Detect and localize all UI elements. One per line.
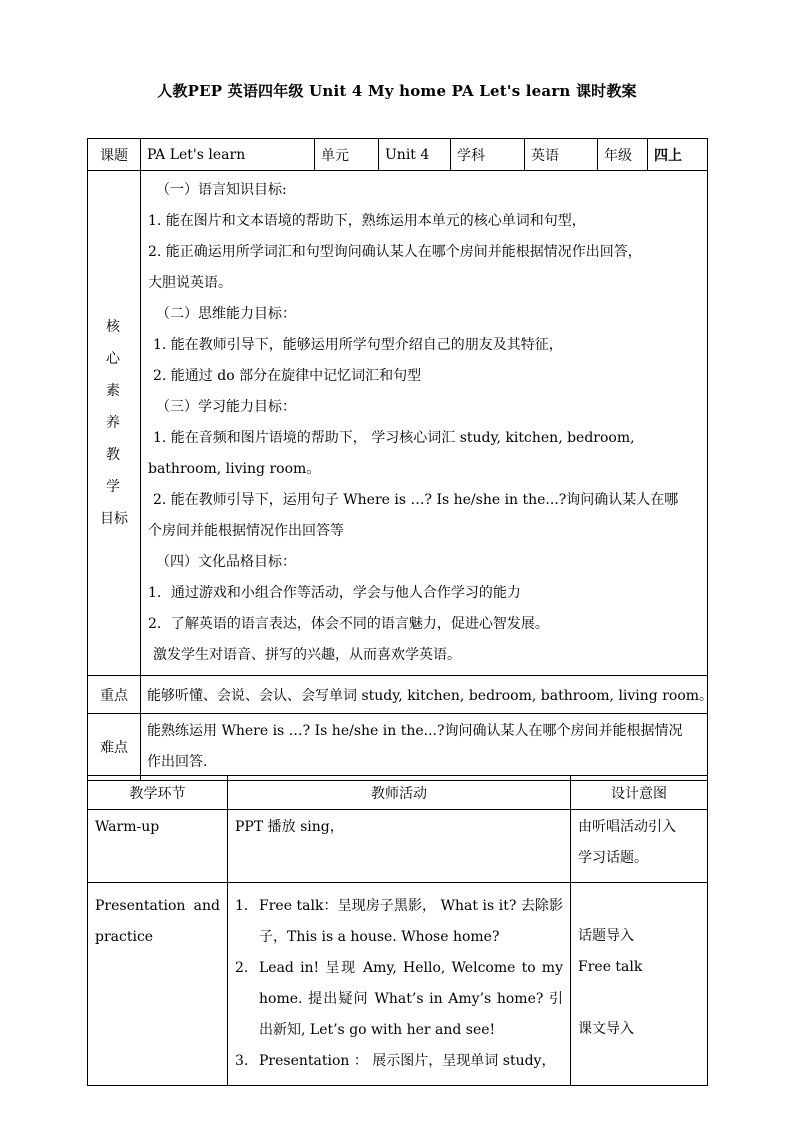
difficult-line: 作出回答.	[147, 754, 208, 770]
goal-line: 1. 能在教师引导下，能够运用所学句型介绍自己的朋友及其特征，	[153, 337, 563, 353]
teaching-process-table	[87, 775, 708, 1086]
intent-line: 由听唱活动引入	[578, 819, 676, 835]
activity-line: PPT 播放 sing，	[235, 819, 344, 835]
intent-line: 课文导入	[578, 1021, 634, 1037]
table-row	[88, 883, 708, 1086]
list-item: 2. Lead in! 呈现 Amy, Hello, Welcome to my home. 提出疑问 What’s in Amy’s home? 引出新知, Let’s go with her and see!	[235, 953, 563, 1046]
unit-value: Unit 4	[379, 139, 451, 171]
goal-line: 激发学生对语音、拼写的兴趣，从而喜欢学英语。	[153, 647, 461, 663]
core-label-line: 素养	[106, 383, 130, 431]
goal-line: 1. 能在音频和图片语境的帮助下， 学习核心词汇 study, kitchen, bedroom,	[153, 430, 635, 446]
list-item: 1. Free talk：呈现房子黑影， What is it? 去除影子，This is a house. Whose home?	[235, 891, 563, 953]
goal-line: bathroom, living room。	[148, 461, 321, 477]
core-label-line: 目标	[100, 511, 128, 527]
header-row	[88, 139, 708, 171]
unit-label: 单元	[315, 139, 379, 171]
activity-text: Lead in! 呈现 Amy, Hello, Welcome to my home. 提出疑问 What’s in Amy’s home? 引出新知, Let’s go with her and see!	[259, 960, 563, 1038]
goal-line: 1. 能在图片和文本语境的帮助下，熟练运用本单元的核心单词和句型，	[148, 213, 586, 229]
difficult-points-row	[88, 714, 708, 781]
activities-cell	[228, 883, 571, 1086]
intent-line	[578, 983, 700, 1014]
section-heading: （二）思维能力目标：	[156, 306, 296, 322]
core-goals-row	[88, 171, 708, 676]
grade-value: 四上	[648, 139, 708, 171]
lesson-info-table	[87, 138, 714, 781]
intent-cell	[571, 810, 708, 883]
section-heading: （三）学习能力目标：	[156, 399, 296, 415]
column-header-activities: 教师活动	[228, 776, 571, 810]
goal-line: 2．了解英语的语言表达，体会不同的语言魅力，促进心智发展。	[148, 616, 549, 632]
document-title: 人教PEP 英语四年级 Unit 4 My home PA Let's learn 课时教案	[157, 82, 637, 100]
goal-line: 1．通过游戏和小组合作等活动，学会与他人合作学习的能力	[148, 585, 521, 601]
topic-value: PA Let's learn	[141, 139, 315, 171]
topic-label: 课题	[88, 139, 141, 171]
goal-line: 大胆说英语。	[148, 275, 232, 291]
column-header-intent: 设计意图	[571, 776, 708, 810]
intent-line: 话题导入	[578, 928, 634, 944]
intent-line: 学习话题。	[578, 850, 648, 866]
process-header-row	[88, 776, 708, 810]
difficult-points-label: 难点	[88, 714, 141, 781]
list-item: 3. Presentation ： 展示图片，呈现单词 study，	[235, 1046, 563, 1077]
grade-label: 年级	[598, 139, 648, 171]
difficult-line: 能熟练运用 Where is …? Is he/she in the...?询问确认某人在哪个房间并能根据情况	[147, 723, 683, 739]
core-goals-content	[141, 171, 708, 676]
difficult-points-text	[141, 714, 708, 781]
stage-word: practice	[95, 929, 154, 945]
stage-cell: Warm-up	[88, 810, 228, 883]
stage-cell	[88, 883, 228, 1086]
key-points-text: 能够听懂、会说、会认、会写单词 study, kitchen, bedroom, bathroom, living room。	[141, 676, 708, 714]
core-goals-label	[88, 171, 141, 676]
activities-cell	[228, 810, 571, 883]
column-header-stage: 教学环节	[88, 776, 228, 810]
intent-line: Free talk	[578, 959, 643, 975]
core-label-line: 核心	[106, 319, 130, 367]
goal-line: 2. 能通过 do 部分在旋律中记忆词汇和句型	[153, 368, 422, 384]
section-heading: （一）语言知识目标:	[156, 182, 287, 198]
table-row	[88, 810, 708, 883]
intent-cell	[571, 883, 708, 1086]
activity-text: Presentation ： 展示图片，呈现单词 study，	[259, 1053, 556, 1069]
section-heading: （四）文化品格目标：	[156, 554, 296, 570]
stage-word: and	[193, 898, 220, 914]
key-points-label: 重点	[88, 676, 141, 714]
subject-value: 英语	[525, 139, 598, 171]
activity-text: Free talk：呈现房子黑影， What is it? 去除影子，This is a house. Whose home?	[259, 898, 563, 945]
stage-word: Presentation	[95, 898, 186, 914]
goal-line: 2. 能正确运用所学词汇和句型询问确认某人在哪个房间并能根据情况作出回答，	[148, 244, 642, 260]
goal-line: 2. 能在教师引导下，运用句子 Where is …? Is he/she in the...?询问确认某人在哪	[153, 492, 679, 508]
goal-line: 个房间并能根据情况作出回答等	[148, 523, 344, 539]
subject-label: 学科	[451, 139, 525, 171]
key-points-row	[88, 676, 708, 714]
core-label-line: 教学	[106, 447, 130, 495]
